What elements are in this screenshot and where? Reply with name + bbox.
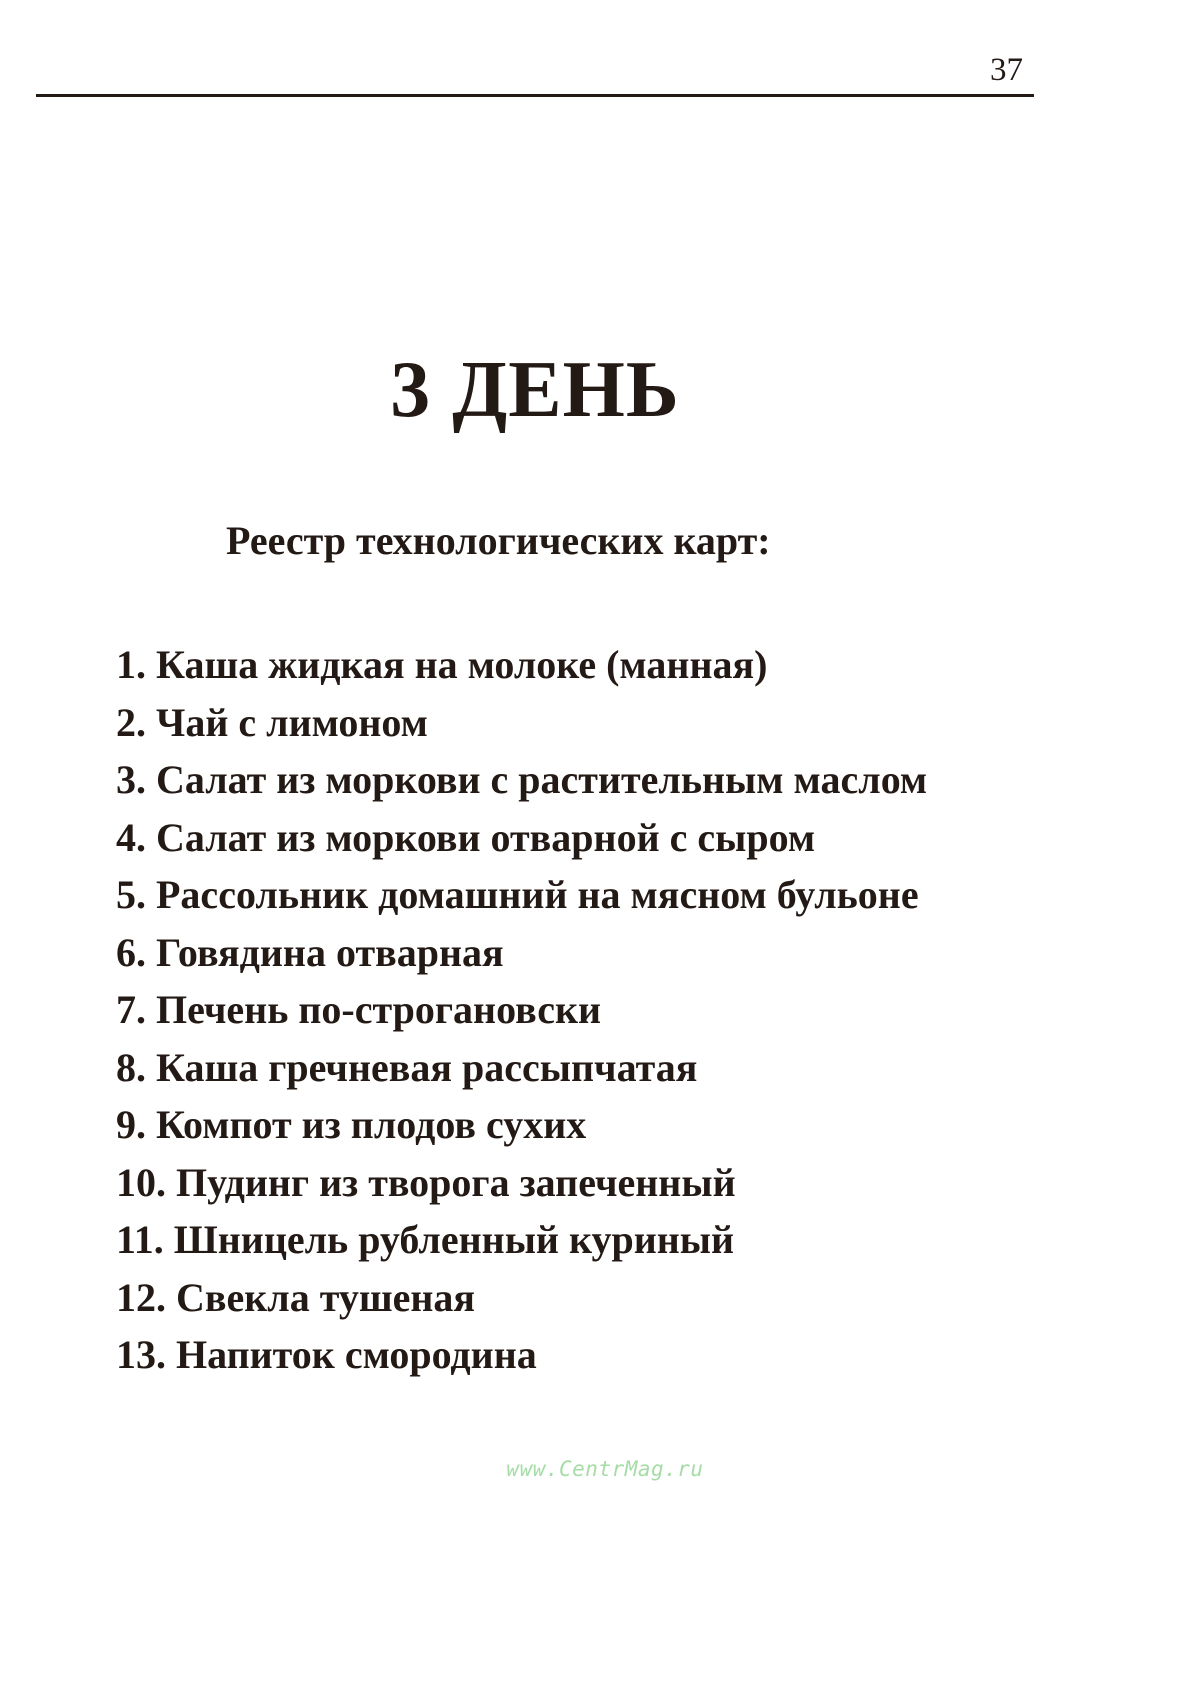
list-item-label: Компот из плодов сухих — [156, 1102, 587, 1147]
list-item-number: 12. — [116, 1274, 166, 1320]
list-item-number: 7. — [116, 987, 146, 1032]
list-item — [116, 981, 927, 1039]
list-item — [116, 1154, 927, 1212]
list-item — [116, 1326, 927, 1384]
list-item — [116, 1096, 927, 1154]
list-item-label: Свекла тушеная — [176, 1274, 476, 1320]
list-item-label: Шницель рубленный куриный — [173, 1217, 735, 1262]
list-item-number: 5. — [116, 872, 146, 917]
list-item — [116, 1211, 927, 1269]
list-item-label: Говядина отварная — [156, 929, 504, 975]
header-rule — [36, 94, 1034, 97]
list-item — [116, 636, 927, 694]
list-item-number: 13. — [116, 1332, 166, 1377]
list-item-label: Каша гречневая рассыпчатая — [156, 1044, 698, 1090]
list-item — [116, 1269, 927, 1327]
list-item-label: Салат из моркови отварной с сыром — [156, 814, 816, 860]
list-item — [116, 1039, 927, 1097]
list-item-number: 9. — [116, 1102, 146, 1147]
list-item-label: Каша жидкая на молоке (манная) — [156, 642, 768, 687]
list-item-label: Печень по-строгановски — [156, 987, 602, 1032]
list-item-label: Пудинг из творога запеченный — [176, 1159, 736, 1205]
list-item-label: Чай с лимоном — [156, 699, 428, 745]
list-item-number: 8. — [116, 1044, 146, 1090]
watermark: www.CentrMag.ru — [506, 1457, 704, 1481]
list-item-label: Рассольник домашний на мясном бульоне — [156, 872, 919, 917]
list-item — [116, 866, 927, 924]
list-item-number: 4. — [116, 814, 146, 860]
list-item — [116, 924, 927, 982]
list-item-label: Напиток смородина — [176, 1332, 537, 1377]
list-item-number: 11. — [116, 1217, 164, 1262]
list-item-number: 2. — [116, 699, 146, 745]
page-number: 37 — [990, 52, 1023, 88]
list-item-number: 3. — [116, 757, 146, 802]
registry-heading: Реестр технологических карт: — [226, 518, 771, 563]
list-item-label: Салат из моркови с растительным маслом — [156, 757, 928, 802]
list-item — [116, 809, 927, 867]
list-item-number: 6. — [116, 929, 146, 975]
list-item — [116, 751, 927, 809]
page-title: 3 ДЕНЬ — [390, 346, 680, 434]
technological-cards-list — [116, 636, 927, 1384]
list-item-number: 1. — [116, 642, 146, 687]
list-item-number: 10. — [116, 1159, 166, 1205]
list-item — [116, 694, 927, 752]
